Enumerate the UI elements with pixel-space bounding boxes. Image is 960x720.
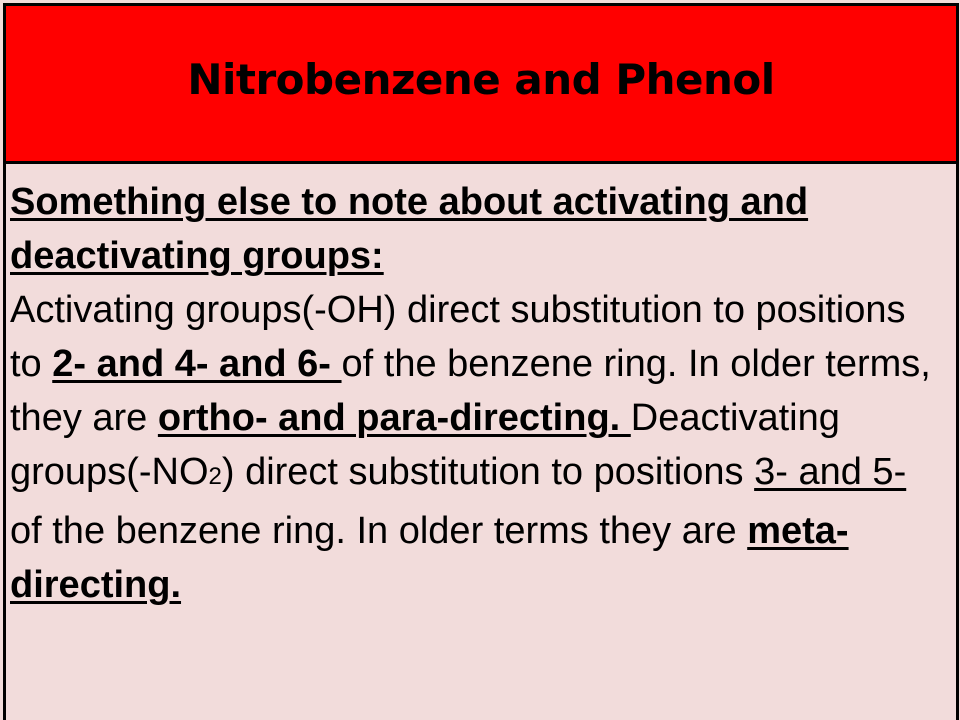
body-text: of the benzene ring. In older terms, they are [10,343,931,439]
body-text: ) direct substitution to positions [221,451,755,493]
ortho-para-directing: ortho- and para-directing. [157,397,631,439]
body-text: Activating groups(-OH) direct substitution to positions to [10,289,906,385]
meta-positions: 3- and 5- [754,451,907,493]
body-text: of the benzene ring. In older terms they are [10,510,748,552]
ortho-para-positions: 2- and 4- and 6- [52,343,342,385]
body-text: Deactivating groups(-NO [10,397,840,493]
meta-directing: meta-directing. [10,510,849,606]
slide-content [10,175,945,612]
section-heading: Something else to note about activating and deactivating groups: [10,181,809,277]
slide-title: Nitrobenzene and Phenol [187,55,775,104]
subscript: 2 [208,463,222,490]
paragraph [10,175,945,612]
title-bar [3,3,959,164]
